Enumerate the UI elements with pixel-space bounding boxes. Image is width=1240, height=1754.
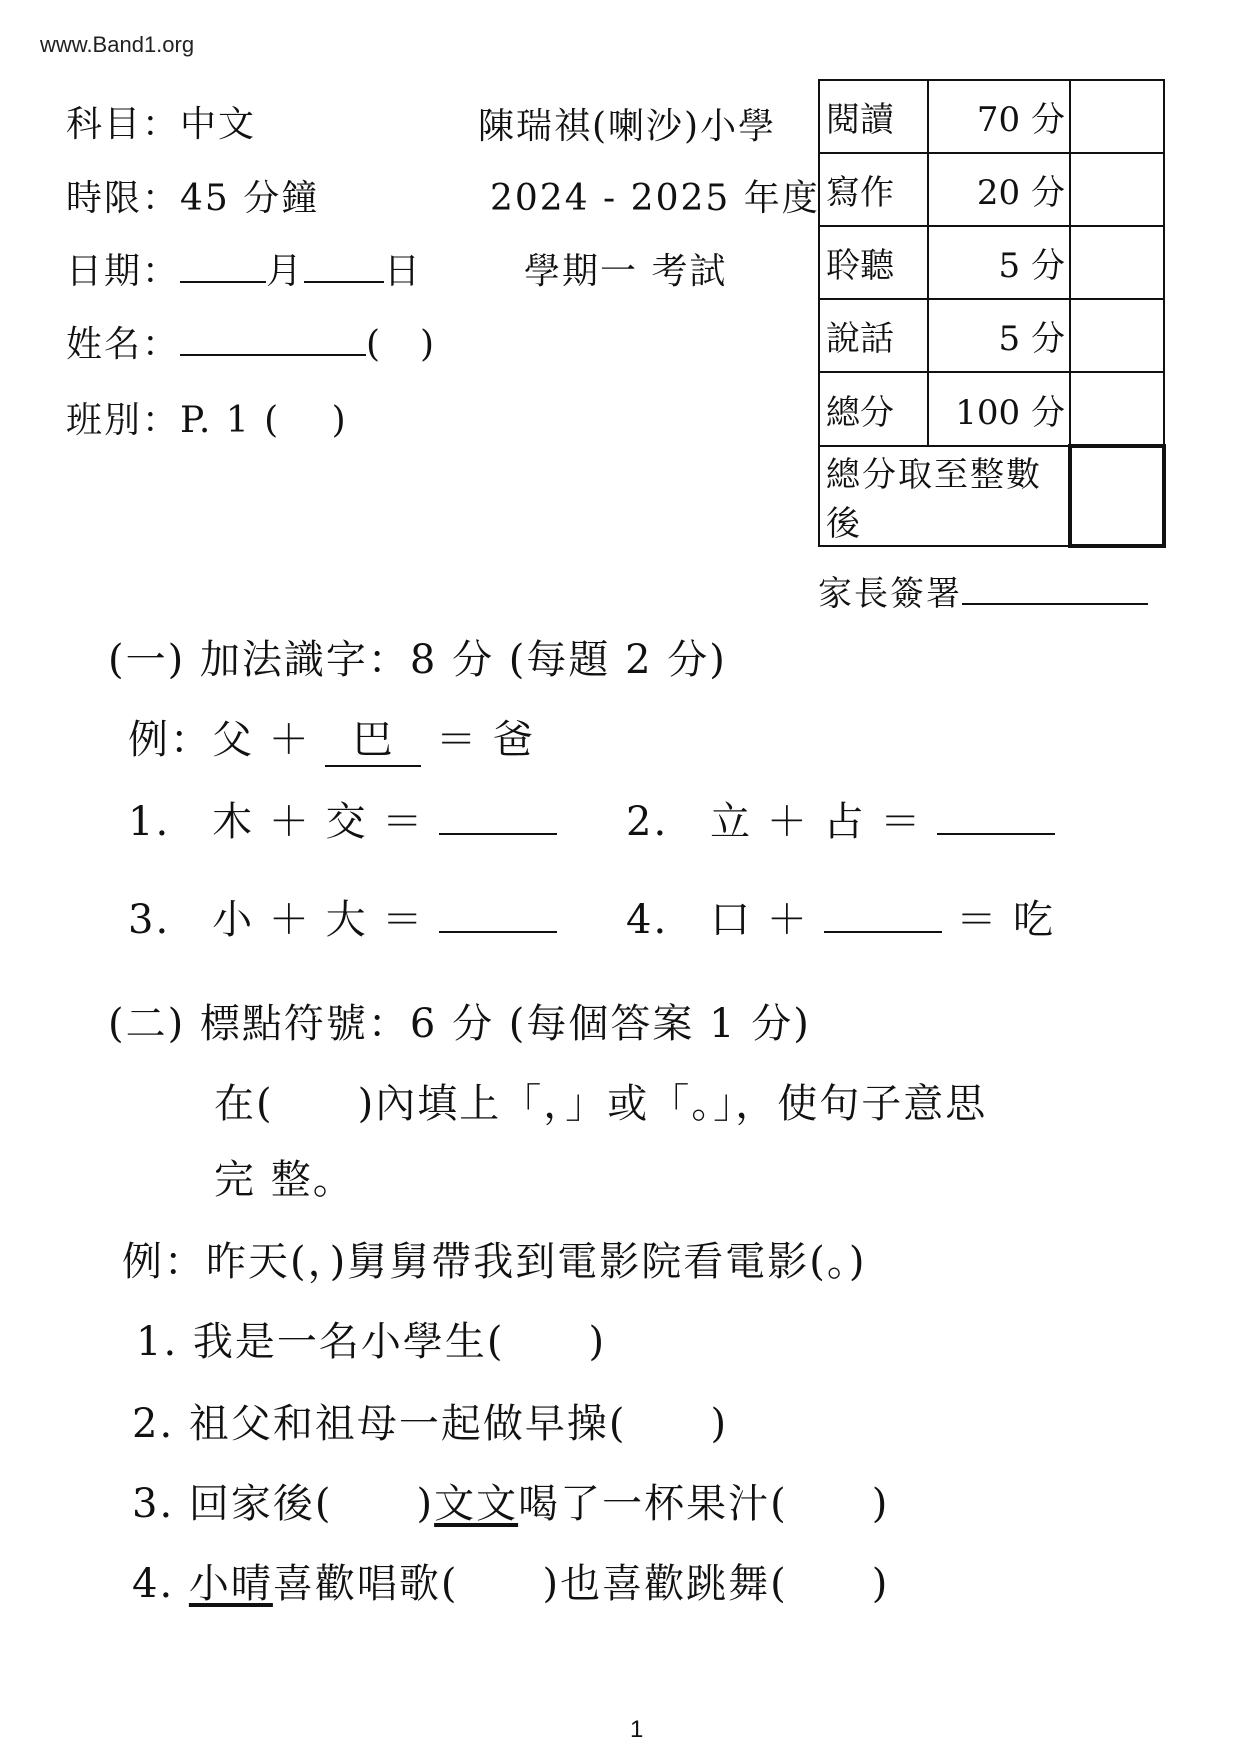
q1-blank[interactable]	[439, 803, 557, 835]
parent-signature-label: 家長簽署	[818, 574, 962, 614]
time-limit-label: 時限：45 分鐘	[66, 178, 320, 219]
example-prefix: 例：父 ＋	[128, 717, 311, 763]
q3-prefix: 3. 回家後( )	[132, 1481, 435, 1527]
score-box[interactable]	[1070, 372, 1164, 446]
score-box[interactable]	[1070, 153, 1164, 226]
score-label: 聆聽	[819, 226, 928, 299]
q4-blank[interactable]	[824, 901, 942, 933]
score-points: 70 分	[928, 80, 1070, 153]
score-label: 寫作	[819, 153, 928, 226]
score-points: 100 分	[928, 372, 1070, 446]
q4-proper-name: 小晴	[188, 1561, 273, 1607]
score-row-listening	[819, 226, 1164, 299]
page-number: 1	[630, 1716, 644, 1743]
example-answer: 巴	[325, 708, 421, 767]
section2-title: (二) 標點符號：6 分 (每個答案 1 分)	[108, 1001, 811, 1047]
school-year: 2024 - 2025 年度	[490, 178, 820, 219]
section2-instruction-2: 完 整。	[214, 1157, 355, 1203]
section1-title: (一) 加法識字：8 分 (每題 2 分)	[108, 637, 727, 683]
q4-suffix: 喜歡唱歌( )也喜歡跳舞( )	[272, 1561, 890, 1607]
example-suffix: ＝ 爸	[436, 717, 535, 763]
q4-prefix: 4.	[132, 1561, 189, 1607]
site-url: www.Band1.org	[40, 32, 195, 57]
score-points: 20 分	[928, 153, 1070, 226]
score-points: 5 分	[928, 299, 1070, 372]
section1-q4	[626, 888, 1055, 945]
section1-q3	[128, 888, 557, 945]
score-box[interactable]	[1070, 299, 1164, 372]
q3-blank[interactable]	[439, 901, 557, 933]
q3-text: 3. 小 ＋ 大 ＝	[128, 897, 425, 943]
score-row-writing	[819, 153, 1164, 226]
section2-q1: 1. 我是一名小學生( )	[136, 1319, 607, 1365]
section1-example	[128, 708, 535, 767]
score-row-rounded	[819, 446, 1164, 546]
section2-instruction-1: 在( )內填上「，」或「。」，使句子意思	[214, 1081, 988, 1127]
rounded-total-label: 總分取至整數後	[819, 446, 1070, 546]
q2-blank[interactable]	[937, 803, 1055, 835]
section2-q4	[132, 1552, 889, 1609]
score-points: 5 分	[928, 226, 1070, 299]
date-day: 日	[384, 251, 423, 292]
school-name: 陳瑞祺(喇沙)小學	[478, 106, 777, 147]
score-label: 總分	[819, 372, 928, 446]
section1-q1	[128, 790, 557, 847]
parent-signature-blank[interactable]	[962, 573, 1148, 605]
score-row-total	[819, 372, 1164, 446]
score-label: 說話	[819, 299, 928, 372]
class-label: 班別：P. 1 ( )	[66, 400, 348, 441]
q2-text: 2. 立 ＋ 占 ＝	[626, 799, 923, 845]
name-blank[interactable]	[180, 324, 366, 356]
q1-text: 1. 木 ＋ 交 ＝	[128, 799, 425, 845]
score-label: 閱讀	[819, 80, 928, 153]
score-box[interactable]	[1070, 80, 1164, 153]
section2-q3	[132, 1472, 889, 1529]
q4-suffix: ＝ 吃	[956, 897, 1056, 943]
parent-signature-line	[818, 566, 1148, 615]
score-row-speaking	[819, 299, 1164, 372]
q3-suffix: 喝了一杯果汁( )	[518, 1481, 890, 1527]
date-label: 日期：	[66, 251, 181, 292]
exam-title: 學期一 考試	[524, 251, 728, 292]
name-line	[66, 316, 436, 367]
section2-q2: 2. 祖父和祖母一起做早操( )	[132, 1401, 729, 1447]
subject-label: 科目：中文	[66, 104, 257, 145]
date-month: 月	[266, 251, 305, 292]
score-box[interactable]	[1070, 226, 1164, 299]
name-label: 姓名：	[66, 324, 181, 365]
section1-q2	[626, 790, 1055, 847]
rounded-total-box[interactable]	[1070, 446, 1164, 546]
section2-example: 例：昨天(，)舅舅帶我到電影院看電影(。)	[122, 1239, 867, 1285]
month-blank[interactable]	[180, 251, 266, 283]
name-paren: ( )	[366, 324, 437, 365]
score-row-reading	[819, 80, 1164, 153]
score-table	[818, 79, 1166, 548]
day-blank[interactable]	[304, 251, 384, 283]
date-line	[66, 243, 422, 294]
q3-proper-name: 文文	[434, 1481, 519, 1527]
q4-prefix: 4. 口 ＋	[626, 897, 809, 943]
